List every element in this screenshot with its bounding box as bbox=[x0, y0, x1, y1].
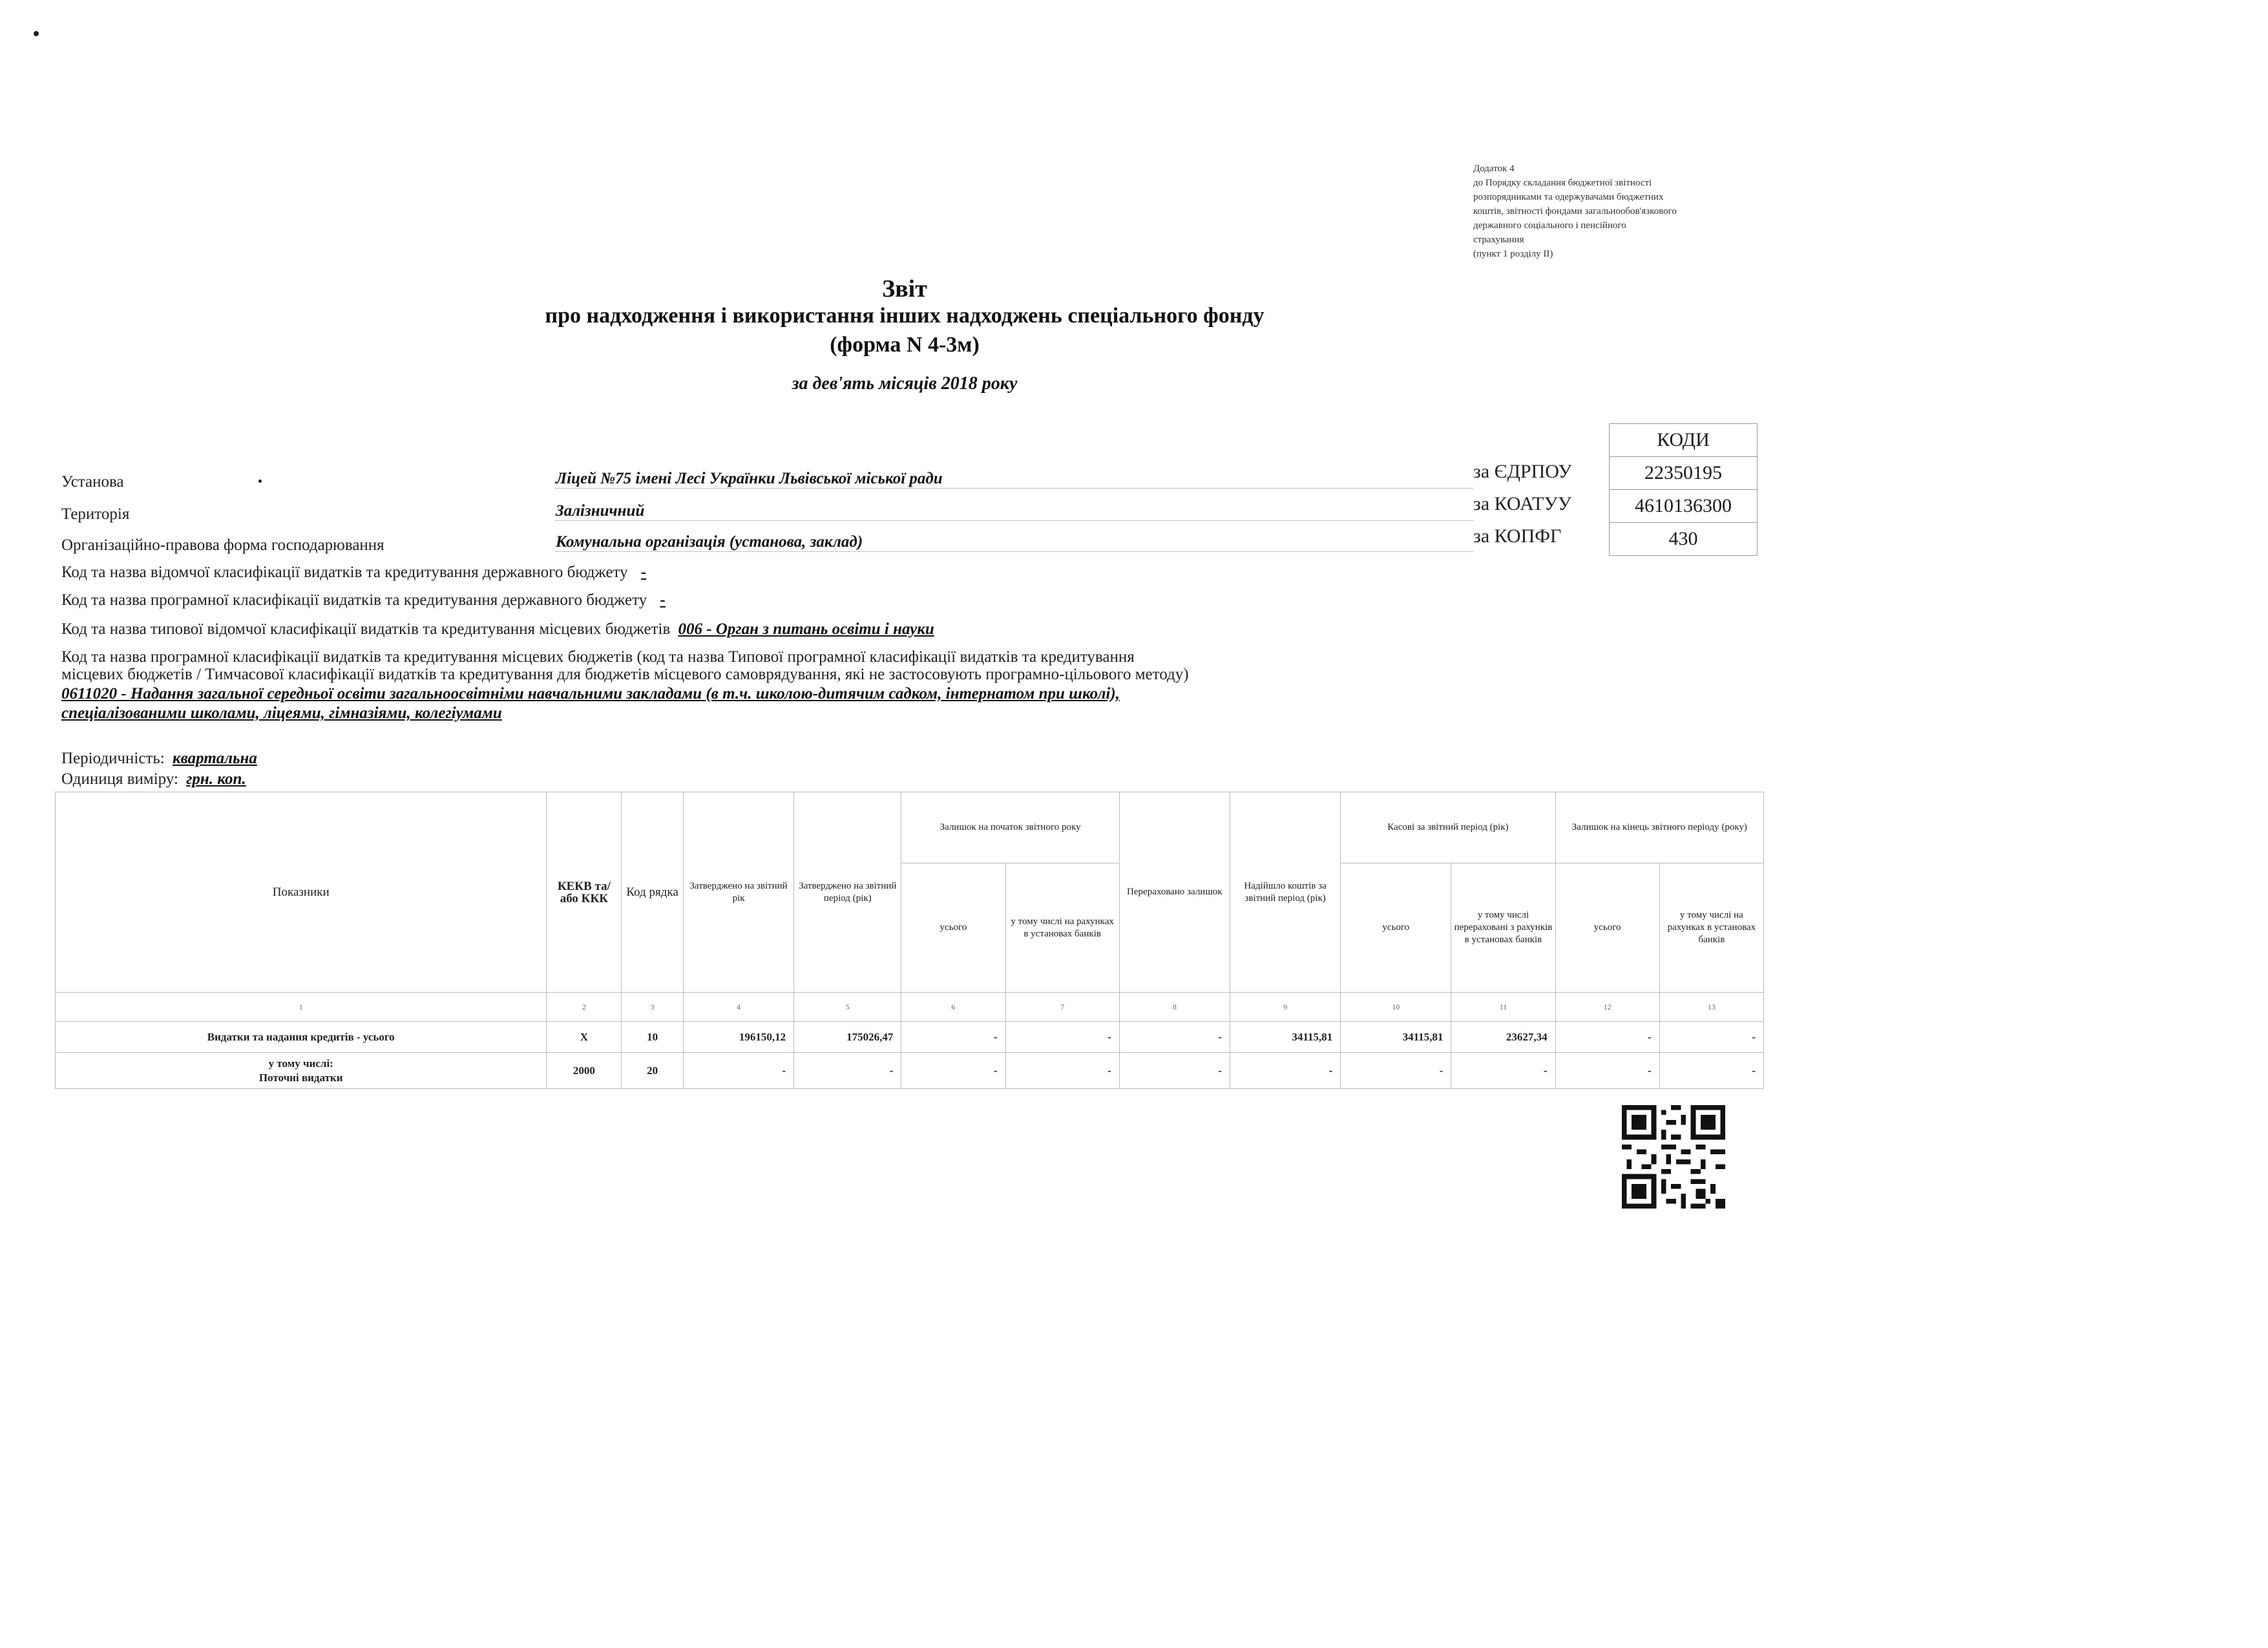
dept-code-label bbox=[61, 564, 646, 582]
col-cash-total: усього bbox=[1341, 863, 1451, 993]
column-number: 10 bbox=[1341, 993, 1451, 1022]
cell-approved-year: 196150,12 bbox=[683, 1022, 793, 1053]
cell-balance-start-total: - bbox=[901, 1022, 1005, 1053]
code-koatuu-label: за КОАТУУ bbox=[1473, 493, 1571, 514]
periodicity-row bbox=[61, 750, 257, 768]
local-prog-label-line1: Код та назва програмної класифікації видатків та кредитування місцевих бюджетів (код та назва Типової програмної класифікації видатків та кредитування bbox=[61, 648, 1135, 666]
prog-code-label-text: Код та назва програмної класифікації видатків та кредитування державного бюджету bbox=[61, 591, 647, 609]
col-cash: Касові за звітний період (рік) bbox=[1341, 792, 1555, 863]
local-prog-label-line2: місцевих бюджетів / Тимчасової класифікації видатків та кредитування для бюджетів місцевого самоврядування, які не застосовують програмно-цільового методу) bbox=[61, 666, 1189, 683]
unit-label: Одиниця виміру: bbox=[61, 770, 178, 788]
column-number: 5 bbox=[794, 993, 901, 1022]
col-row-code: Код рядка bbox=[622, 792, 684, 993]
row-kekv: 2000 bbox=[547, 1053, 622, 1089]
scan-speck bbox=[258, 480, 262, 483]
code-edrpou: 22350195 bbox=[1610, 457, 1758, 490]
col-cash-transferred: у тому числі перераховані з рахунків в установах банків bbox=[1451, 863, 1555, 993]
code-edrpou-label: за ЄДРПОУ bbox=[1473, 461, 1572, 482]
prog-code-value: - bbox=[660, 591, 666, 609]
periodicity-label: Періодичність: bbox=[61, 750, 165, 767]
cell-cash-total: 34115,81 bbox=[1341, 1022, 1451, 1053]
row-indicator: Видатки та надання кредитів - усього bbox=[56, 1022, 547, 1053]
codes-heading: КОДИ bbox=[1610, 424, 1758, 457]
periodicity-value: квартальна bbox=[173, 750, 257, 767]
column-number: 13 bbox=[1659, 993, 1763, 1022]
institution-value: Ліцей №75 імені Лесі Українки Львівської міської ради bbox=[556, 470, 1473, 489]
cell-balance-start-total: - bbox=[901, 1053, 1005, 1089]
cell-balance-start-banks: - bbox=[1005, 1053, 1119, 1089]
column-number: 2 bbox=[547, 993, 622, 1022]
org-form-value: Комунальна організація (установа, заклад) bbox=[556, 533, 1473, 552]
col-balance-end: Залишок на кінець звітного періоду (року) bbox=[1555, 792, 1763, 863]
cell-balance-start-banks: - bbox=[1005, 1022, 1119, 1053]
col-balance-start-total: усього bbox=[901, 863, 1005, 993]
appendix-note-line: Додаток 4 bbox=[1473, 164, 1515, 174]
prog-code-label bbox=[61, 591, 666, 609]
cell-cash-total: - bbox=[1341, 1053, 1451, 1089]
cell-balance-end-banks: - bbox=[1659, 1053, 1763, 1089]
table-row bbox=[56, 1022, 1764, 1053]
cell-balance-end-total: - bbox=[1555, 1022, 1659, 1053]
col-kekv: КЕКВ та/або ККК bbox=[547, 792, 622, 993]
row-code: 20 bbox=[622, 1053, 684, 1089]
column-number: 4 bbox=[683, 993, 793, 1022]
cell-cash-transferred: 23627,34 bbox=[1451, 1022, 1555, 1053]
cell-transferred-balance: - bbox=[1119, 1022, 1230, 1053]
appendix-note-line: коштів, звітності фондами загальнообов'язкового bbox=[1473, 206, 1677, 217]
col-received: Надійшло коштів за звітний період (рік) bbox=[1230, 792, 1340, 993]
cell-received: 34115,81 bbox=[1230, 1022, 1340, 1053]
column-number: 1 bbox=[56, 993, 547, 1022]
table-row bbox=[56, 1053, 1764, 1089]
dept-code-value: - bbox=[640, 564, 647, 581]
col-balance-start-banks: у тому числі на рахунках в установах банків bbox=[1005, 863, 1119, 993]
unit-value: грн. коп. bbox=[186, 770, 246, 788]
column-number: 8 bbox=[1119, 993, 1230, 1022]
cell-transferred-balance: - bbox=[1119, 1053, 1230, 1089]
unit-row bbox=[61, 770, 246, 788]
code-kopfg: 430 bbox=[1610, 523, 1758, 556]
report-title: Звіт bbox=[882, 275, 927, 302]
column-number: 11 bbox=[1451, 993, 1555, 1022]
column-number: 3 bbox=[622, 993, 684, 1022]
codes-table bbox=[1609, 423, 1758, 556]
appendix-note-line: (пункт 1 розділу II) bbox=[1473, 249, 1553, 259]
cell-cash-transferred: - bbox=[1451, 1053, 1555, 1089]
row-indicator bbox=[56, 1053, 547, 1089]
column-number: 7 bbox=[1005, 993, 1119, 1022]
code-koatuu: 4610136300 bbox=[1610, 490, 1758, 523]
cell-received: - bbox=[1230, 1053, 1340, 1089]
column-number: 6 bbox=[901, 993, 1005, 1022]
col-balance-end-total: усього bbox=[1555, 863, 1659, 993]
typical-code-label bbox=[61, 620, 934, 639]
col-approved-period: Затверджено на звітний період (рік) bbox=[794, 792, 901, 993]
appendix-note bbox=[1473, 162, 1770, 261]
col-transferred-balance: Перераховано залишок bbox=[1119, 792, 1230, 993]
org-form-label: Організаційно-правова форма господарювання bbox=[61, 536, 384, 554]
local-prog-value-line2: спеціалізованими школами, ліцеями, гімназіями, колегіумами bbox=[61, 704, 502, 722]
cell-approved-period: 175026,47 bbox=[794, 1022, 901, 1053]
report-subtitle: про надходження і використання інших надходжень спеціального фонду bbox=[545, 304, 1265, 328]
cell-approved-period: - bbox=[794, 1053, 901, 1089]
report-table bbox=[55, 792, 1764, 1089]
scan-speck bbox=[34, 31, 39, 36]
report-form: (форма N 4-3м) bbox=[830, 333, 980, 357]
cell-balance-end-total: - bbox=[1555, 1053, 1659, 1089]
territory-value: Залізничний bbox=[556, 502, 1473, 521]
column-number: 9 bbox=[1230, 993, 1340, 1022]
appendix-note-line: розпорядниками та одержувачами бюджетних bbox=[1473, 192, 1664, 202]
typical-code-label-text: Код та назва типової відомчої класифікації видатків та кредитування місцевих бюджетів bbox=[61, 620, 671, 638]
dept-code-label-text: Код та назва відомчої класифікації видатків та кредитування державного бюджету bbox=[61, 564, 628, 581]
cell-balance-end-banks: - bbox=[1659, 1022, 1763, 1053]
col-balance-start: Залишок на початок звітного року bbox=[901, 792, 1119, 863]
appendix-note-line: до Порядку складання бюджетної звітності bbox=[1473, 178, 1652, 188]
column-number: 12 bbox=[1555, 993, 1659, 1022]
row-kekv: X bbox=[547, 1022, 622, 1053]
cell-approved-year: - bbox=[683, 1053, 793, 1089]
row-indicator-line2: Поточні видатки bbox=[258, 1071, 343, 1084]
row-indicator-line1: у тому числі: bbox=[268, 1057, 333, 1070]
report-period: за дев'ять місяців 2018 року bbox=[792, 374, 1018, 394]
appendix-note-line: державного соціального і пенсійного bbox=[1473, 220, 1626, 231]
row-code: 10 bbox=[622, 1022, 684, 1053]
qr-code-icon bbox=[1622, 1105, 1725, 1209]
col-balance-end-banks: у тому числі на рахунках в установах банків bbox=[1659, 863, 1763, 993]
col-indicator: Показники bbox=[56, 792, 547, 993]
institution-label: Установа bbox=[61, 473, 124, 491]
col-approved-year: Затверджено на звітний рік bbox=[683, 792, 793, 993]
local-prog-value-line1: 0611020 - Надання загальної середньої освіти загальноосвітніми навчальними закладами (в т.ч. школою-дитячим садком, інтернатом при школі), bbox=[61, 685, 1120, 703]
code-kopfg-label: за КОПФГ bbox=[1473, 525, 1562, 547]
appendix-note-line: страхування bbox=[1473, 235, 1524, 245]
territory-label: Територія bbox=[61, 505, 130, 523]
typical-code-value: 006 - Орган з питань освіти і науки bbox=[678, 620, 934, 638]
